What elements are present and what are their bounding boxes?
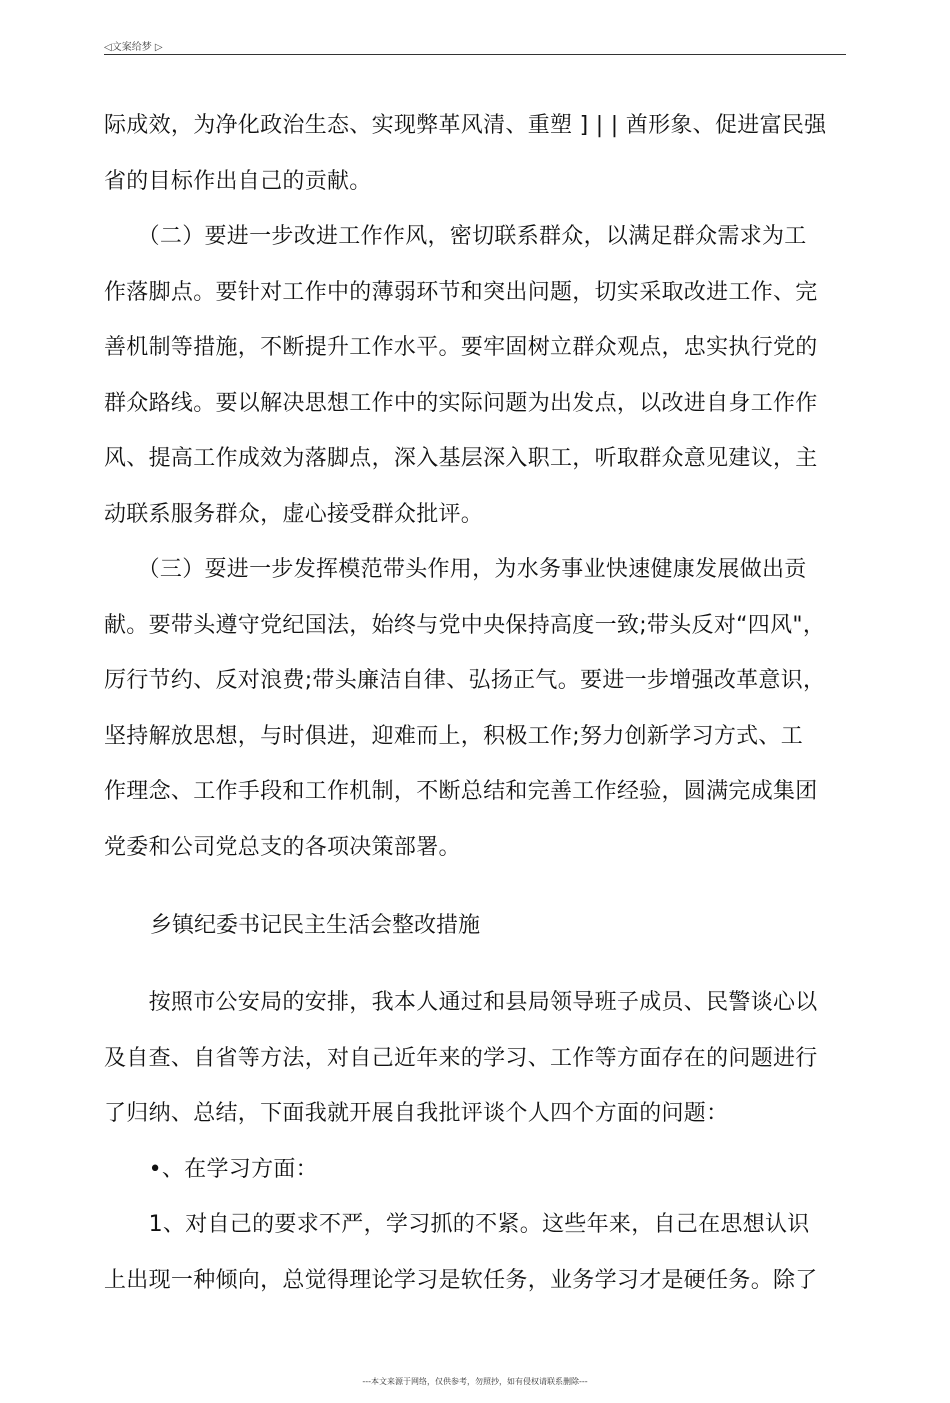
text-line: 按照市公安局的安排，我本人通过和县局领导班子成员、民警谈心以 [104, 990, 818, 1015]
paragraph-4 [104, 975, 846, 1308]
text-line: 1、对自己的要求不严，学习抓的不紧。这些年来，自己在思想认识 [104, 1212, 810, 1237]
paragraph-3 [104, 542, 846, 875]
text-line: 省的目标作出自己的贡献。 [104, 168, 372, 194]
text-line: 际成效，为净化政治生态、实现弊革风清、重塑 ] | | 酋形象、促进富民强 [104, 113, 827, 138]
text-line: •、在学习方面： [104, 1156, 318, 1182]
text-line: 善机制等措施，不断提升工作水平。要牢固树立群众观点，忠实执行党的 [104, 335, 818, 360]
text-line: 及自查、自省等方法，对自己近年来的学习、工作等方面存在的问题进行 [104, 1045, 818, 1071]
text-line: 坚持解放思想，与时俱进，迎难而上，积极工作;努力创新学习方式、工 [104, 723, 804, 749]
text-line: 群众路线。要以解决思想工作中的实际问题为出发点，以改进自身工作作 [104, 390, 818, 416]
footer-note: ---本文来源于网络，仅供参考，勿照抄，如有侵权请联系删除--- [362, 1377, 588, 1386]
text-line: 动联系服务群众，虚心接受群众批评。 [104, 501, 484, 527]
text-line: 党委和公司党总支的各项决策部署。 [104, 834, 461, 860]
text-line: 上出现一种倾向，总觉得理论学习是软任务，业务学习才是硬任务。除了 [104, 1267, 818, 1293]
text-line: （二）要进一步改进工作作风，密切联系群众，以满足群众需求为工 [104, 224, 807, 249]
text-line: 作理念、工作手段和工作机制，不断总结和完善工作经验，圆满完成集团 [104, 779, 818, 804]
paragraph-1 [104, 98, 846, 209]
text-line: 了归纳、总结，下面我就开展自我批评谈个人四个方面的问题： [104, 1101, 729, 1126]
text-line: 厉行节约、反对浪费;带头廉洁自律、弘扬正气。要进一步增强改革意识， [104, 668, 826, 693]
section-heading: 乡镇纪委书记民主生活会整改措施 [150, 913, 481, 938]
paragraph-2 [104, 209, 846, 542]
text-line: 风、提高工作成效为落脚点，深入基层深入职工，听取群众意见建议，主 [104, 446, 818, 471]
header-divider [104, 54, 846, 55]
text-line: 作落脚点。要针对工作中的薄弱环节和突出问题，切实采取改进工作、完 [104, 279, 818, 305]
text-line: （三）耍进一步发挥模范带头作用，为水务事业快速健康发展做出贡 [104, 557, 807, 582]
header-label: ◁文案给梦 ▷ [104, 42, 163, 53]
text-line: 献。要带头遵守党纪国法，始终与党中央保持高度一致;带头反对“四风"， [104, 612, 826, 638]
